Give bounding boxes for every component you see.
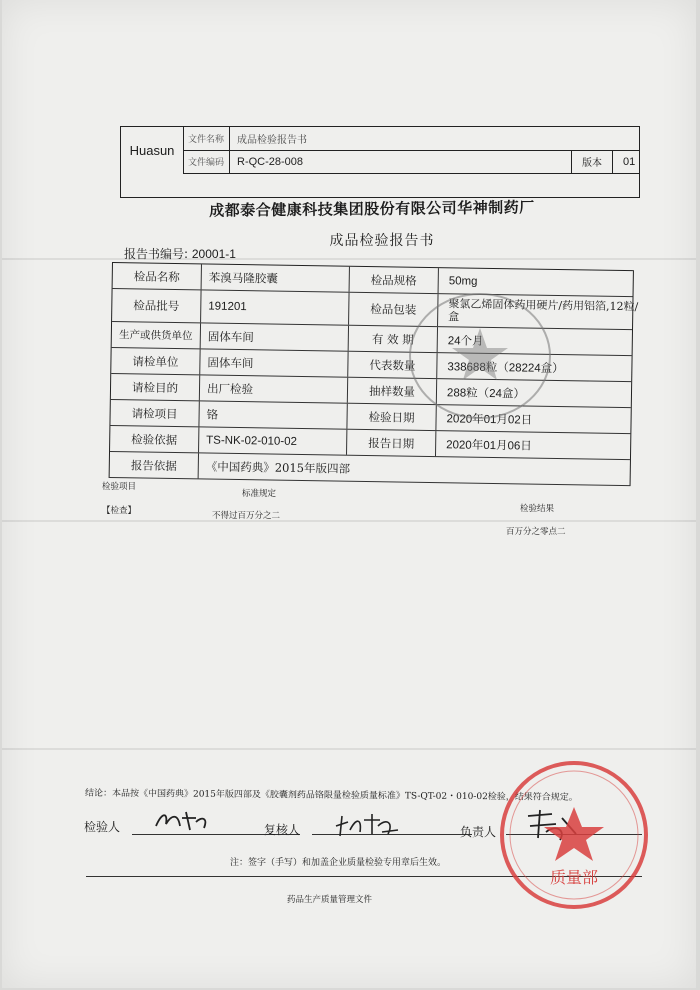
report-number-label: 报告书编号: [124, 247, 189, 261]
footer-text: 药品生产质量管理文件 [287, 895, 373, 905]
row-label: 代表数量 [347, 352, 437, 378]
row-label: 抽样数量 [347, 378, 437, 404]
company-logo: Huasun [121, 127, 184, 173]
validity-note: 注：签字（手写）和加盖企业质量检验专用章后生效。 [230, 858, 447, 868]
col-header-result: 检验结果 [520, 504, 555, 514]
row-value: 2020年01月02日 [446, 412, 533, 427]
version-label: 版本 [571, 150, 613, 173]
faint-seal-stamp [400, 286, 560, 426]
reviewer-label: 复核人 [264, 823, 301, 837]
file-code-row [183, 150, 639, 174]
item-standard: 不得过百万分之二 [212, 511, 281, 521]
row-value: 288粒（24盒） [446, 386, 526, 401]
file-name-value: 成品检验报告书 [237, 135, 307, 146]
row-label: 报告日期 [346, 430, 436, 456]
reviewer-signature [332, 812, 402, 840]
basis-value: 《中国药典》2015年版四部 [205, 458, 351, 476]
document-title: 成品检验报告书 [329, 233, 435, 249]
row-label: 请检目的 [111, 374, 200, 400]
inspector-signature [152, 808, 212, 834]
report-number-value: 20001-1 [191, 247, 236, 261]
file-name-row [183, 127, 639, 151]
row-label: 请检单位 [111, 348, 200, 374]
row-value: 出厂检验 [206, 381, 254, 396]
row-label: 检品规格 [349, 267, 439, 293]
row-value: 固体车间 [207, 329, 254, 344]
quality-dept-seal [494, 755, 654, 915]
row-value: 固体车间 [207, 355, 254, 370]
basis-label: 报告依据 [110, 452, 199, 478]
col-header-item: 检验项目 [102, 482, 137, 492]
row-value: 2020年01月06日 [446, 438, 532, 453]
seal-text: 质量部 [549, 868, 599, 887]
row-label: 检品名称 [113, 263, 202, 289]
report-number [124, 245, 236, 262]
row-value: 24个月 [447, 334, 484, 348]
file-code-label: 文件编码 [183, 150, 230, 173]
row-label: 检验日期 [346, 404, 436, 430]
row-value: 191201 [208, 300, 247, 314]
document-header-box [120, 126, 640, 198]
item-result: 百万分之零点二 [506, 527, 566, 537]
row-value: 铬 [206, 407, 219, 422]
row-label: 请检项目 [110, 400, 199, 426]
row-label: 有 效 期 [348, 326, 438, 352]
responsible-label: 负责人 [460, 825, 497, 839]
file-name-label: 文件名称 [183, 127, 230, 150]
row-label: 检品包装 [348, 293, 438, 326]
col-header-standard: 标准规定 [242, 489, 277, 499]
version-value: 01 [623, 155, 636, 168]
company-name: 成都泰合健康科技集团股份有限公司华神制药厂 [209, 198, 535, 220]
row-label: 检品批号 [112, 289, 201, 322]
file-code-value: R-QC-28-008 [237, 155, 304, 168]
row-value: 50mg [448, 274, 478, 288]
row-value: TS-NK-02-010-02 [206, 434, 298, 448]
row-value: 苯溴马隆胶囊 [208, 270, 278, 286]
row-label: 生产或供货单位 [112, 322, 201, 348]
inspector-label: 检验人 [84, 820, 121, 834]
row-label: 检验依据 [110, 426, 199, 452]
row-value: 338688粒（28224盒） [447, 360, 564, 375]
conclusion-text: 结论：本品按《中国药典》2015年版四部及《胶囊剂药品铬限量检验质量标准》TS-QT-02・010-02检验，结果符合规定。 [84, 788, 578, 803]
item-name: 【检查】 [102, 506, 137, 516]
document-page [2, 0, 696, 988]
row-value: 聚氯乙烯固体药用硬片/药用铝箔,12粒/盒 [448, 297, 639, 324]
